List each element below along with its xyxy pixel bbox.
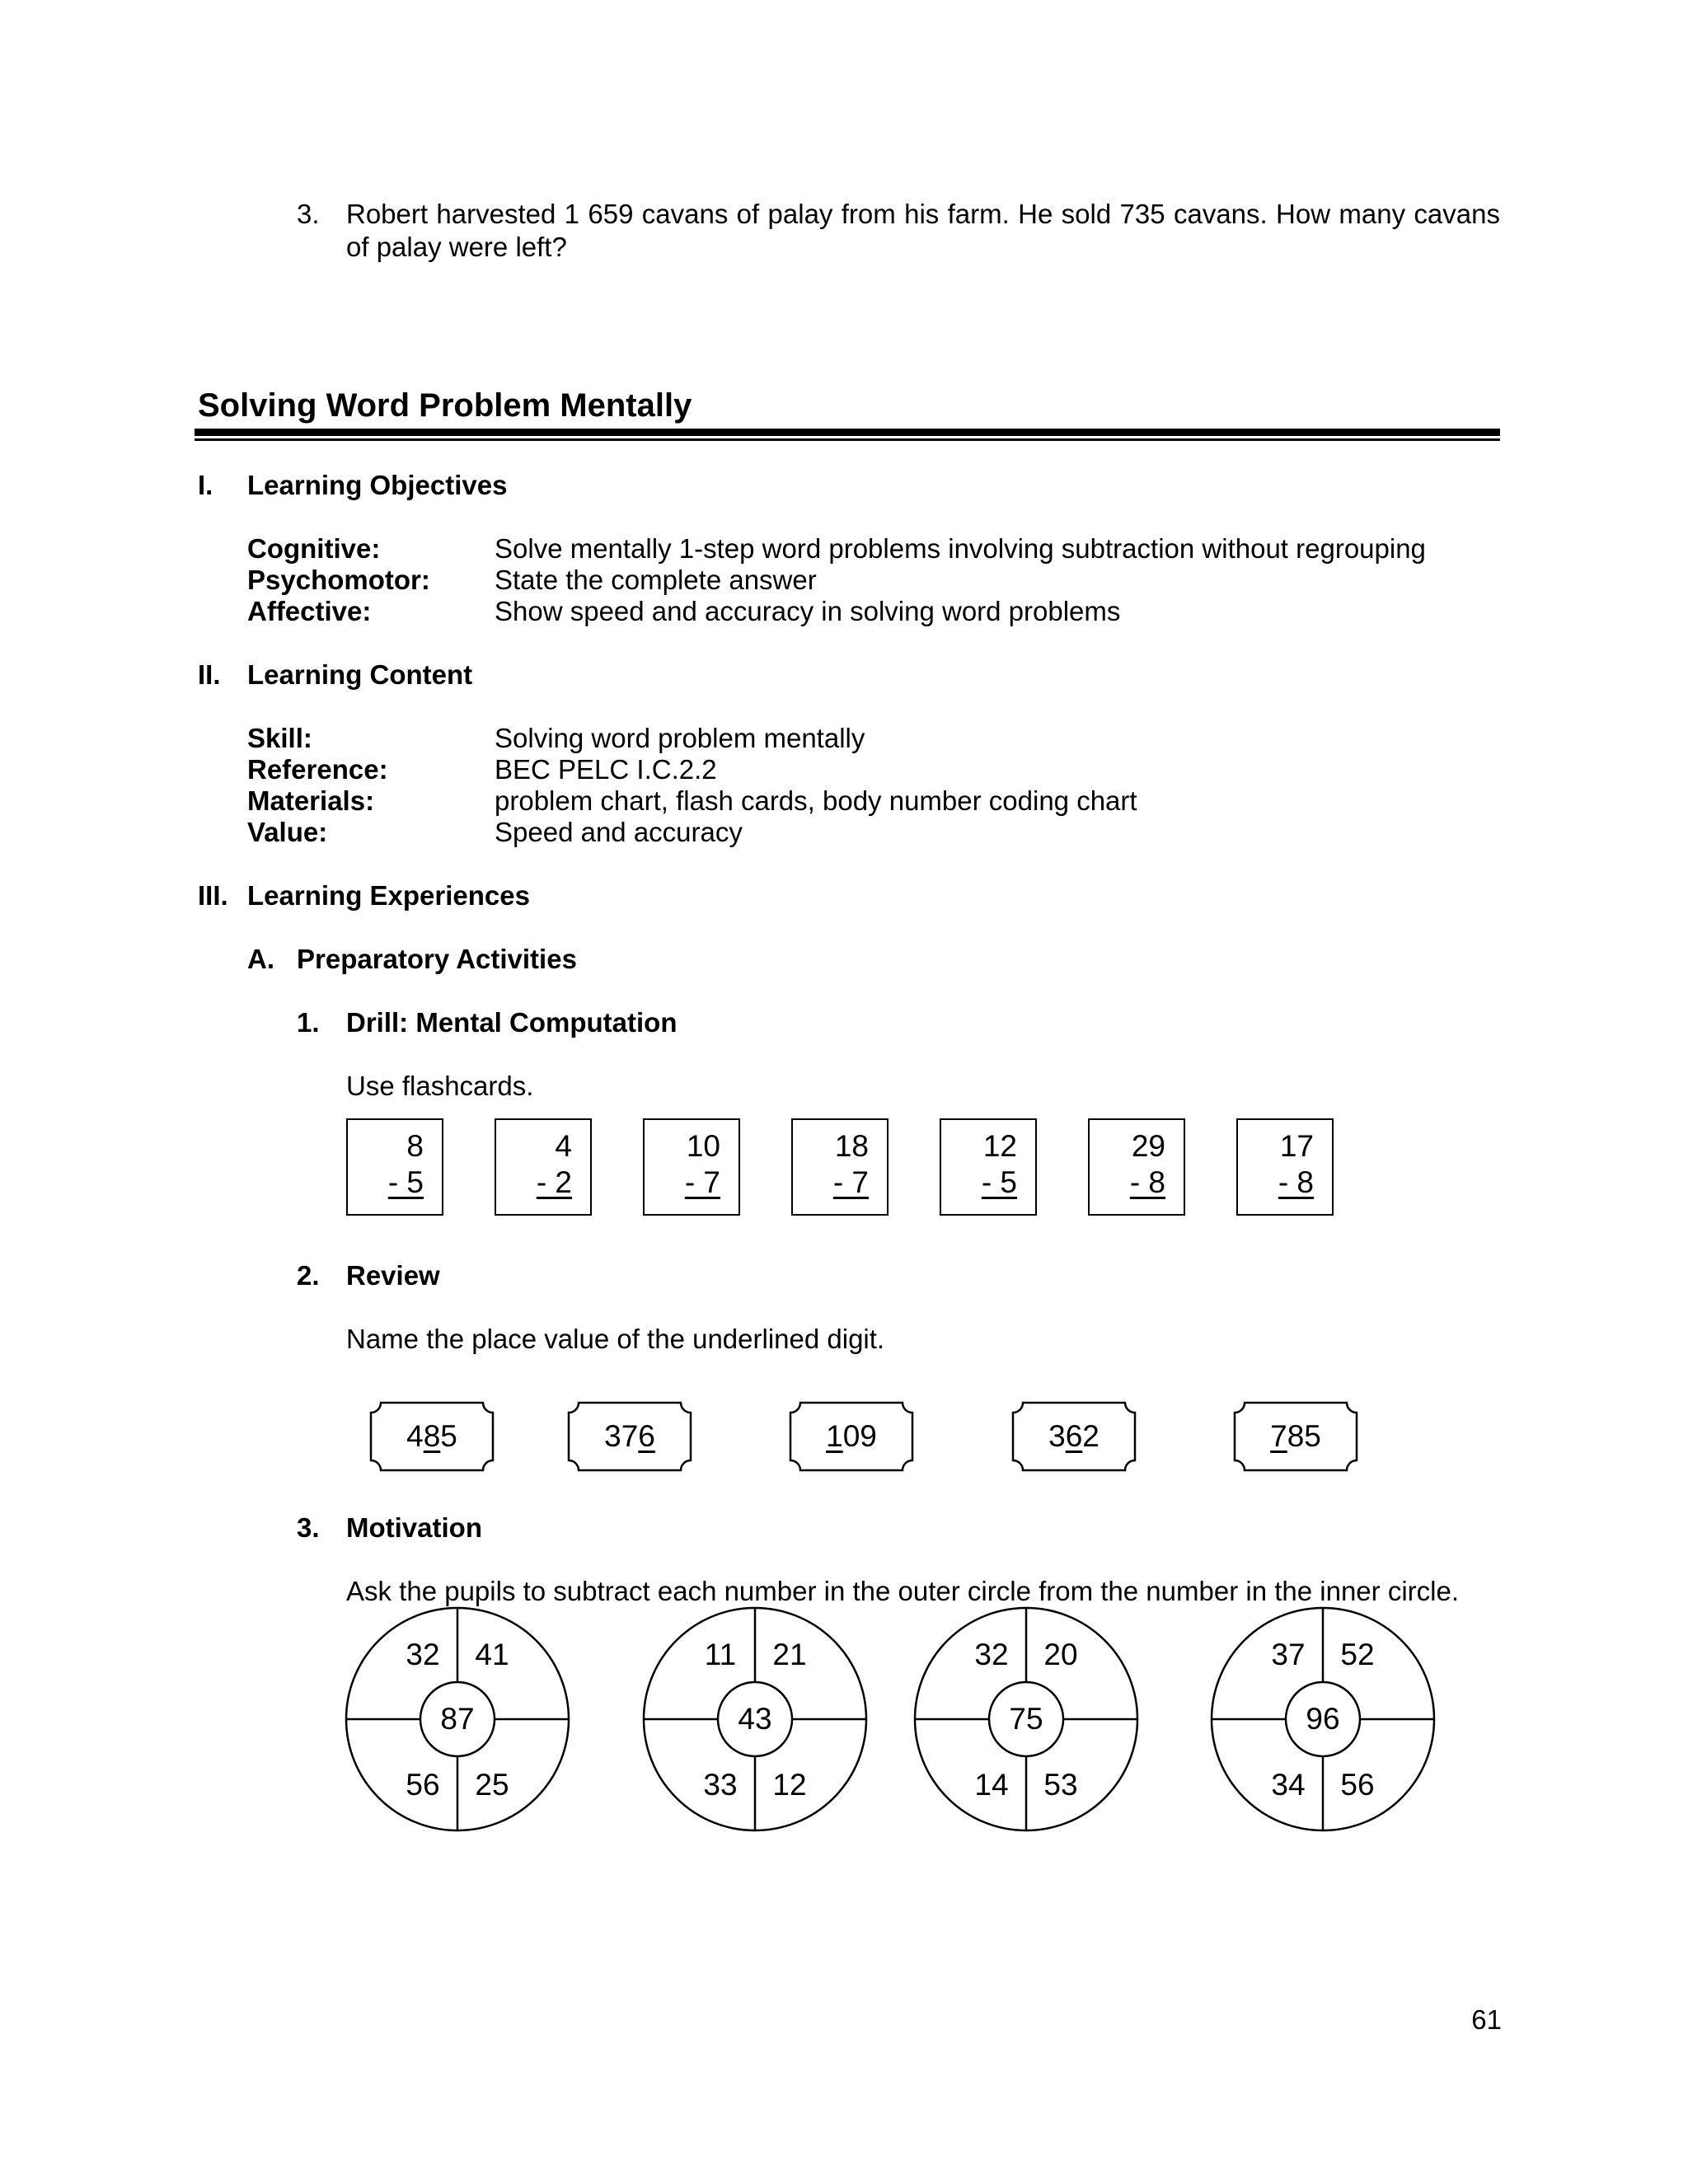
- activity-heading-motivation: Motivation: [346, 1512, 482, 1543]
- review-instruction: Name the place value of the underlined digit.: [346, 1324, 885, 1354]
- wheel-number: 34: [1271, 1768, 1306, 1802]
- flashcard-bottom: - 7: [684, 1165, 720, 1199]
- wheel-number: 33: [703, 1768, 738, 1802]
- place-value-card: 376: [567, 1401, 692, 1472]
- content-value: BEC PELC I.C.2.2: [495, 754, 717, 785]
- flashcard-bottom: - 7: [832, 1165, 869, 1199]
- wheel-center-number: 43: [738, 1702, 772, 1736]
- objective-value: Solve mentally 1-step word problems involving subtraction without regrouping: [495, 533, 1426, 564]
- wheel-number: 32: [974, 1638, 1009, 1671]
- wheel-number: 52: [1340, 1638, 1375, 1671]
- content-label: Value:: [247, 817, 328, 847]
- flashcard-bottom: - 2: [536, 1165, 572, 1199]
- activity-heading-drill: Drill: Mental Computation: [346, 1007, 678, 1038]
- objective-label: Cognitive:: [247, 533, 381, 564]
- flashcard-top: 10: [686, 1129, 720, 1163]
- wheel-number: 21: [772, 1638, 807, 1671]
- flashcard-top: 29: [1131, 1129, 1165, 1163]
- wheel-number: 12: [772, 1768, 807, 1802]
- content-label: Materials:: [247, 785, 375, 816]
- objective-value: State the complete answer: [495, 565, 817, 595]
- number-wheel: [912, 1605, 1140, 1833]
- place-value-card: 362: [1011, 1401, 1137, 1472]
- flashcard: [346, 1118, 443, 1216]
- objective-label: Affective:: [247, 596, 372, 626]
- flashcard: [1236, 1118, 1334, 1216]
- flashcard-top: 18: [834, 1129, 869, 1163]
- flashcard: [791, 1118, 889, 1216]
- content-value: problem chart, flash cards, body number coding chart: [495, 785, 1137, 816]
- flashcard: [1088, 1118, 1185, 1216]
- section-heading-experiences: Learning Experiences: [247, 880, 530, 911]
- title-rule-thick: [195, 429, 1500, 436]
- section-heading-content: Learning Content: [247, 659, 473, 690]
- flashcard: [495, 1118, 592, 1216]
- number-wheel: [641, 1605, 869, 1833]
- content-label: Reference:: [247, 754, 388, 785]
- page-number: 61: [1471, 2004, 1502, 2035]
- section-numeral-1: I.: [198, 470, 213, 500]
- wheel-number: 56: [406, 1768, 440, 1802]
- place-value-card: 109: [789, 1401, 914, 1472]
- wheel-number: 25: [475, 1768, 509, 1802]
- wheel-number: 11: [704, 1638, 737, 1671]
- wheel-center-number: 75: [1009, 1702, 1043, 1736]
- wheel-number: 32: [406, 1638, 440, 1671]
- wheel-number: 56: [1340, 1768, 1375, 1802]
- wheel-center-number: 96: [1306, 1702, 1340, 1736]
- objective-label: Psychomotor:: [247, 565, 430, 595]
- place-value-card: 785: [1233, 1401, 1358, 1472]
- wheel-number: 20: [1043, 1638, 1078, 1671]
- activity-number: 2.: [297, 1260, 320, 1291]
- page-title: Solving Word Problem Mentally: [198, 387, 692, 424]
- problem-number: 3.: [297, 199, 320, 229]
- flashcard-bottom: - 8: [1129, 1165, 1165, 1199]
- wheel-number: 14: [974, 1768, 1009, 1802]
- number-wheel: [344, 1605, 571, 1833]
- flashcard-bottom: - 5: [981, 1165, 1017, 1199]
- section-numeral-3: III.: [198, 880, 228, 911]
- flashcard-top: 4: [555, 1129, 572, 1163]
- section-numeral-2: II.: [198, 659, 221, 690]
- flashcard-top: 8: [406, 1129, 424, 1163]
- objective-value: Show speed and accuracy in solving word problems: [495, 596, 1121, 626]
- activity-heading-review: Review: [346, 1260, 440, 1291]
- wheel-number: 41: [475, 1638, 509, 1671]
- flashcard-bottom: - 5: [387, 1165, 424, 1199]
- motivation-instruction: Ask the pupils to subtract each number in the outer circle from the number in the inner circle.: [346, 1576, 1459, 1606]
- drill-instruction: Use flashcards.: [346, 1071, 534, 1101]
- content-value: Speed and accuracy: [495, 817, 743, 847]
- section-heading-objectives: Learning Objectives: [247, 470, 508, 500]
- flashcard-bottom: - 8: [1278, 1165, 1314, 1199]
- flashcard-top: 17: [1279, 1129, 1314, 1163]
- subsection-letter: A.: [247, 944, 274, 974]
- place-value-card: 485: [369, 1401, 495, 1472]
- wheel-center-number: 87: [440, 1702, 475, 1736]
- content-label: Skill:: [247, 723, 312, 753]
- subsection-heading-preparatory: Preparatory Activities: [297, 944, 577, 974]
- title-rule-thin: [195, 438, 1500, 441]
- wheel-number: 53: [1043, 1768, 1078, 1802]
- flashcard-top: 12: [982, 1129, 1017, 1163]
- flashcard: [643, 1118, 740, 1216]
- flashcard: [940, 1118, 1037, 1216]
- activity-number: 1.: [297, 1007, 320, 1038]
- content-value: Solving word problem mentally: [495, 723, 865, 753]
- problem-text: Robert harvested 1 659 cavans of palay from his farm. He sold 735 cavans. How many cavans of palay were left?: [346, 199, 1500, 262]
- wheel-number: 37: [1271, 1638, 1306, 1671]
- activity-number: 3.: [297, 1512, 320, 1543]
- number-wheel: [1209, 1605, 1437, 1833]
